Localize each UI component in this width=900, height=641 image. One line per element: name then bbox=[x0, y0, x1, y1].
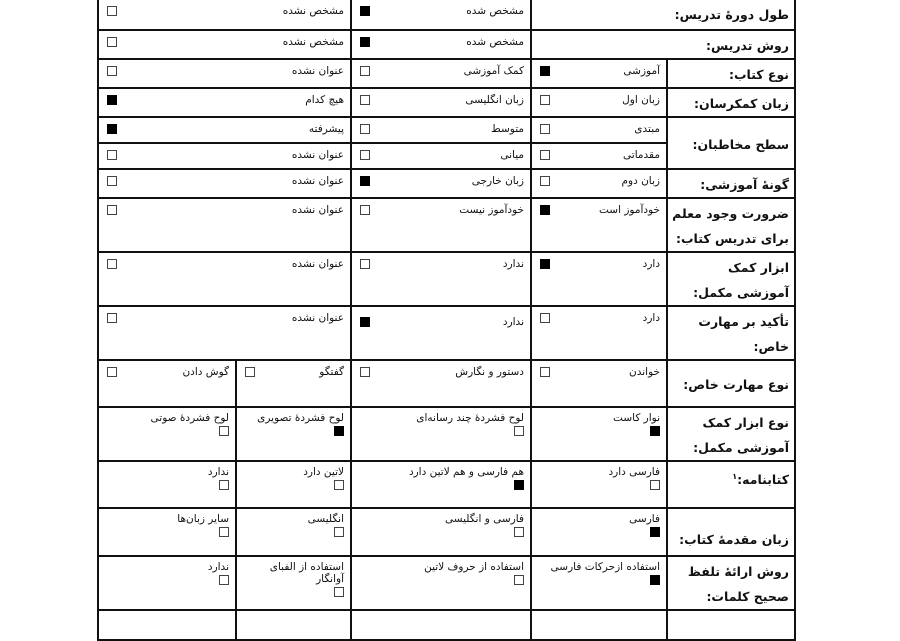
option-cell[interactable] bbox=[236, 508, 351, 556]
option-label: ندارد bbox=[207, 561, 229, 573]
option-cell[interactable] bbox=[531, 198, 667, 252]
label-introduction-language: زبان مقدمهٔ کتاب: bbox=[667, 508, 795, 556]
option-label: دارد bbox=[642, 258, 660, 270]
checkbox-checked[interactable] bbox=[360, 6, 370, 16]
option-label: عنوان نشده bbox=[291, 312, 344, 324]
checkbox-unchecked[interactable] bbox=[514, 575, 524, 585]
row-cut-off bbox=[98, 610, 795, 640]
option-cell[interactable] bbox=[98, 143, 351, 169]
checkbox-unchecked[interactable] bbox=[245, 367, 255, 377]
option-cell[interactable] bbox=[531, 143, 667, 169]
option-cell[interactable] bbox=[98, 117, 351, 143]
option-label: لوح فشردهٔ چند رسانه‌ای bbox=[416, 412, 524, 424]
option-label: پیشرفته bbox=[308, 123, 344, 135]
checkbox-checked[interactable] bbox=[360, 37, 370, 47]
checkbox-checked[interactable] bbox=[650, 527, 660, 537]
checkbox-unchecked[interactable] bbox=[360, 124, 370, 134]
checkbox-unchecked[interactable] bbox=[650, 480, 660, 490]
option-label: مشخص نشده bbox=[282, 5, 344, 17]
row-educational-type bbox=[98, 169, 795, 198]
option-label: استفاده ازحرکات فارسی bbox=[550, 561, 660, 573]
checkbox-unchecked[interactable] bbox=[360, 66, 370, 76]
checkbox-checked[interactable] bbox=[360, 176, 370, 186]
option-cell[interactable] bbox=[351, 59, 531, 88]
checkbox-unchecked[interactable] bbox=[540, 124, 550, 134]
checkbox-unchecked[interactable] bbox=[514, 527, 524, 537]
option-label: لاتین دارد bbox=[303, 466, 344, 478]
option-cell[interactable] bbox=[98, 508, 236, 556]
option-label: مبتدی bbox=[634, 123, 660, 135]
checkbox-unchecked[interactable] bbox=[107, 150, 117, 160]
label-teacher-necessity: ضرورت وجود معلم برای تدریس کتاب: bbox=[667, 198, 795, 252]
row-audience-level bbox=[98, 117, 795, 143]
option-label: دارد bbox=[642, 312, 660, 324]
option-label: نوار کاست bbox=[613, 412, 660, 424]
row-skill-emphasis bbox=[98, 306, 795, 360]
evaluation-table bbox=[97, 0, 796, 641]
checkbox-checked[interactable] bbox=[107, 95, 117, 105]
option-label: زبان دوم bbox=[621, 175, 660, 187]
option-label: متوسط bbox=[491, 123, 524, 135]
option-label: فارسی دارد bbox=[608, 466, 660, 478]
option-cell bbox=[236, 610, 351, 640]
option-label: میانی bbox=[500, 149, 524, 161]
checkbox-checked[interactable] bbox=[334, 426, 344, 436]
checkbox-checked[interactable] bbox=[360, 317, 370, 327]
checkbox-unchecked[interactable] bbox=[219, 527, 229, 537]
checkbox-unchecked[interactable] bbox=[107, 205, 117, 215]
option-label: زبان انگلیسی bbox=[465, 94, 524, 106]
option-cell[interactable] bbox=[98, 0, 351, 30]
option-cell[interactable] bbox=[531, 556, 667, 610]
checkbox-unchecked[interactable] bbox=[107, 367, 117, 377]
checkbox-unchecked[interactable] bbox=[107, 37, 117, 47]
option-cell[interactable] bbox=[236, 556, 351, 610]
option-label: ندارد bbox=[502, 316, 524, 328]
option-cell[interactable] bbox=[351, 461, 531, 508]
option-cell[interactable] bbox=[351, 306, 531, 360]
row-teaching-method bbox=[98, 30, 795, 59]
option-label: ندارد bbox=[207, 466, 229, 478]
option-label: عنوان نشده bbox=[291, 258, 344, 270]
option-cell[interactable] bbox=[351, 407, 531, 461]
option-label: استفاده از الفبای آوانگار bbox=[269, 561, 344, 585]
option-label: مشخص نشده bbox=[282, 36, 344, 48]
checkbox-unchecked[interactable] bbox=[360, 367, 370, 377]
option-cell[interactable] bbox=[351, 556, 531, 610]
option-cell[interactable] bbox=[98, 461, 236, 508]
option-cell[interactable] bbox=[351, 88, 531, 117]
option-label: هم فارسی و هم لاتین دارد bbox=[408, 466, 524, 478]
option-cell[interactable] bbox=[351, 117, 531, 143]
footnote-marker: ۱ bbox=[732, 472, 738, 481]
label-teaching-method: روش تدریس: bbox=[531, 30, 795, 59]
option-cell[interactable] bbox=[351, 360, 531, 407]
label-supplementary-tool-type: نوع ابزار کمک آموزشی مکمل: bbox=[667, 407, 795, 461]
row-supplementary-tool-type bbox=[98, 407, 795, 461]
option-cell[interactable] bbox=[351, 508, 531, 556]
option-label: گفتگو bbox=[319, 366, 344, 378]
option-label: زبان اول bbox=[622, 94, 660, 106]
option-label: فارسی bbox=[629, 513, 660, 525]
option-cell[interactable] bbox=[98, 556, 236, 610]
checkbox-unchecked[interactable] bbox=[540, 367, 550, 377]
option-cell[interactable] bbox=[531, 252, 667, 306]
book-evaluation-form bbox=[99, 0, 796, 641]
label-skill-emphasis: تأکید بر مهارت خاص: bbox=[667, 306, 795, 360]
option-label: ندارد bbox=[502, 258, 524, 270]
label-educational-type: گونهٔ آموزشی: bbox=[667, 169, 795, 198]
option-cell[interactable] bbox=[531, 117, 667, 143]
option-label: خواندن bbox=[629, 366, 660, 378]
row-teaching-duration bbox=[98, 0, 795, 30]
option-label: عنوان نشده bbox=[291, 175, 344, 187]
option-cell[interactable] bbox=[351, 143, 531, 169]
checkbox-unchecked[interactable] bbox=[219, 480, 229, 490]
option-label: مشخص شده bbox=[466, 5, 524, 17]
option-label: فارسی و انگلیسی bbox=[445, 513, 524, 525]
option-cell bbox=[98, 610, 236, 640]
label-audience-level: سطح مخاطبان: bbox=[667, 117, 795, 169]
checkbox-unchecked[interactable] bbox=[540, 176, 550, 186]
option-cell bbox=[351, 610, 531, 640]
option-label: عنوان نشده bbox=[291, 204, 344, 216]
checkbox-unchecked[interactable] bbox=[514, 426, 524, 436]
option-cell[interactable] bbox=[236, 360, 351, 407]
label-book-type: نوع کتاب: bbox=[667, 59, 795, 88]
option-cell[interactable] bbox=[98, 169, 351, 198]
label-skill-type: نوع مهارت خاص: bbox=[667, 360, 795, 407]
row-skill-type bbox=[98, 360, 795, 407]
checkbox-checked[interactable] bbox=[540, 259, 550, 269]
checkbox-unchecked[interactable] bbox=[107, 6, 117, 16]
option-cell[interactable] bbox=[351, 169, 531, 198]
option-cell[interactable] bbox=[98, 198, 351, 252]
checkbox-checked[interactable] bbox=[540, 205, 550, 215]
label-helper-language: زبان کمکرسان: bbox=[667, 88, 795, 117]
checkbox-unchecked[interactable] bbox=[540, 313, 550, 323]
option-cell[interactable] bbox=[531, 508, 667, 556]
option-label: هیچ کدام bbox=[305, 94, 344, 106]
option-cell[interactable] bbox=[351, 252, 531, 306]
checkbox-checked[interactable] bbox=[514, 480, 524, 490]
option-cell[interactable] bbox=[98, 88, 351, 117]
option-cell[interactable] bbox=[531, 169, 667, 198]
option-cell[interactable] bbox=[531, 360, 667, 407]
checkbox-unchecked[interactable] bbox=[360, 150, 370, 160]
label-supplementary-tools: ابزار کمک آموزشی مکمل: bbox=[667, 252, 795, 306]
option-label: دستور و نگارش bbox=[455, 366, 524, 378]
option-cell[interactable] bbox=[98, 407, 236, 461]
option-label: مشخص شده bbox=[466, 36, 524, 48]
option-label: عنوان نشده bbox=[291, 149, 344, 161]
option-label: استفاده از حروف لاتین bbox=[424, 561, 524, 573]
option-cell[interactable] bbox=[236, 461, 351, 508]
option-cell[interactable] bbox=[98, 59, 351, 88]
row-pronunciation-method bbox=[98, 556, 795, 610]
option-label: گوش دادن bbox=[182, 366, 229, 378]
checkbox-checked[interactable] bbox=[650, 426, 660, 436]
option-label: انگلیسی bbox=[307, 513, 344, 525]
checkbox-checked[interactable] bbox=[650, 575, 660, 585]
option-cell[interactable] bbox=[531, 461, 667, 508]
label-pronunciation-method: روش ارائهٔ تلفظ صحیح کلمات: bbox=[667, 556, 795, 610]
checkbox-unchecked[interactable] bbox=[540, 150, 550, 160]
option-cell[interactable] bbox=[351, 198, 531, 252]
checkbox-unchecked[interactable] bbox=[219, 575, 229, 585]
row-helper-language bbox=[98, 88, 795, 117]
row-introduction-language bbox=[98, 508, 795, 556]
option-cell[interactable] bbox=[236, 407, 351, 461]
row-book-type bbox=[98, 59, 795, 88]
checkbox-unchecked[interactable] bbox=[107, 259, 117, 269]
option-cell[interactable] bbox=[98, 252, 351, 306]
option-label: عنوان نشده bbox=[291, 65, 344, 77]
checkbox-unchecked[interactable] bbox=[334, 480, 344, 490]
option-cell bbox=[531, 610, 667, 640]
option-cell[interactable] bbox=[98, 30, 351, 59]
option-cell[interactable] bbox=[531, 88, 667, 117]
option-cell[interactable] bbox=[531, 59, 667, 88]
option-label: سایر زبان‌ها bbox=[177, 513, 229, 525]
label-cut-off bbox=[667, 610, 795, 640]
checkbox-unchecked[interactable] bbox=[219, 426, 229, 436]
option-cell[interactable] bbox=[531, 306, 667, 360]
option-cell[interactable] bbox=[98, 306, 351, 360]
option-cell[interactable] bbox=[531, 407, 667, 461]
checkbox-checked[interactable] bbox=[107, 124, 117, 134]
option-label: کمک آموزشی bbox=[463, 65, 524, 77]
option-cell[interactable] bbox=[98, 360, 236, 407]
option-label: خودآموز نیست bbox=[459, 204, 524, 216]
checkbox-unchecked[interactable] bbox=[107, 176, 117, 186]
option-cell[interactable] bbox=[351, 0, 531, 30]
option-label: مقدماتی bbox=[623, 149, 660, 161]
row-supplementary-tools bbox=[98, 252, 795, 306]
checkbox-unchecked[interactable] bbox=[540, 95, 550, 105]
checkbox-unchecked[interactable] bbox=[107, 313, 117, 323]
option-cell[interactable] bbox=[351, 30, 531, 59]
row-bibliography bbox=[98, 461, 795, 508]
option-label: لوح فشردهٔ تصویری bbox=[257, 412, 344, 424]
label-bibliography bbox=[667, 461, 795, 508]
option-label: زبان خارجی bbox=[471, 175, 524, 187]
checkbox-unchecked[interactable] bbox=[360, 259, 370, 269]
row-teacher-necessity bbox=[98, 198, 795, 252]
checkbox-unchecked[interactable] bbox=[107, 66, 117, 76]
checkbox-unchecked[interactable] bbox=[360, 95, 370, 105]
option-label: لوح فشردهٔ صوتی bbox=[150, 412, 229, 424]
checkbox-checked[interactable] bbox=[540, 66, 550, 76]
checkbox-unchecked[interactable] bbox=[334, 527, 344, 537]
checkbox-unchecked[interactable] bbox=[360, 205, 370, 215]
option-label: آموزشی bbox=[623, 65, 660, 77]
option-label: خودآموز است bbox=[599, 204, 660, 216]
label-teaching-duration: طول دورهٔ تدریس: bbox=[531, 0, 795, 30]
label-text: کتابنامه: bbox=[737, 472, 789, 488]
